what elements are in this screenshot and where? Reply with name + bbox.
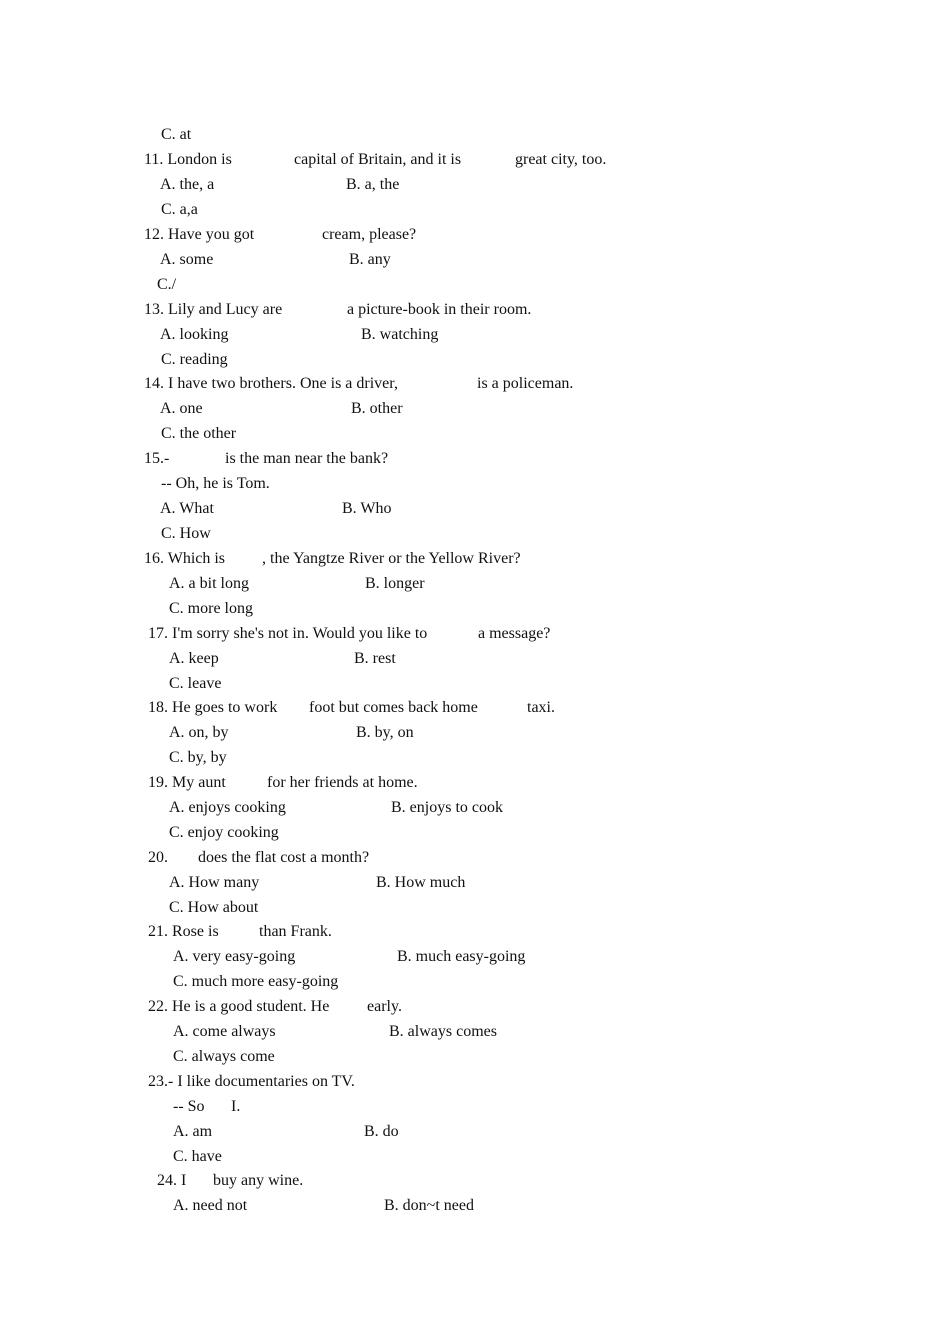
text-line: B. don~t need bbox=[384, 1197, 474, 1214]
text-line: A. looking bbox=[160, 326, 229, 343]
text-line: C. enjoy cooking bbox=[169, 824, 279, 841]
text-line: C. leave bbox=[169, 675, 222, 692]
text-line: 22. He is a good student. He bbox=[148, 998, 330, 1015]
text-line: A. need not bbox=[173, 1197, 248, 1214]
text-line: B. by, on bbox=[356, 724, 414, 741]
text-line: great city, too. bbox=[515, 151, 607, 168]
text-line: B. watching bbox=[361, 326, 439, 343]
text-line: taxi. bbox=[527, 699, 555, 716]
text-line: A. a bit long bbox=[169, 575, 249, 592]
text-line: B. much easy-going bbox=[397, 948, 526, 965]
text-line: 12. Have you got bbox=[144, 226, 255, 243]
text-line: foot but comes back home bbox=[309, 699, 478, 716]
text-line: 24. I bbox=[157, 1172, 187, 1189]
text-line: for her friends at home. bbox=[267, 774, 418, 791]
text-line: A. What bbox=[160, 500, 214, 517]
text-line: 23.- I like documentaries on TV. bbox=[148, 1073, 355, 1090]
text-line: 17. I'm sorry she's not in. Would you like to bbox=[148, 625, 428, 642]
text-line: is a policeman. bbox=[477, 375, 574, 392]
text-line: A. How many bbox=[169, 874, 260, 891]
text-line: A. some bbox=[160, 251, 214, 268]
text-line: B. other bbox=[351, 400, 403, 417]
text-line: B. How much bbox=[376, 874, 466, 891]
text-line: 13. Lily and Lucy are bbox=[144, 301, 283, 318]
text-line: C. the other bbox=[161, 425, 237, 442]
text-line: is the man near the bank? bbox=[225, 450, 389, 467]
text-line: , the Yangtze River or the Yellow River? bbox=[262, 550, 521, 567]
text-line: 14. I have two brothers. One is a driver, bbox=[144, 375, 398, 392]
text-line: a picture-book in their room. bbox=[347, 301, 532, 318]
text-line: cream, please? bbox=[322, 226, 417, 243]
text-line: than Frank. bbox=[259, 923, 332, 940]
text-line: B. a, the bbox=[346, 176, 400, 193]
text-line: C. a,a bbox=[161, 201, 198, 218]
text-line: capital of Britain, and it is bbox=[294, 151, 462, 168]
text-line: I. bbox=[231, 1098, 241, 1115]
text-line: A. enjoys cooking bbox=[169, 799, 286, 816]
text-line: B. do bbox=[364, 1123, 399, 1140]
text-line: A. very easy-going bbox=[173, 948, 296, 965]
text-line: B. always comes bbox=[389, 1023, 497, 1040]
text-line: B. Who bbox=[342, 500, 392, 517]
text-line: A. one bbox=[160, 400, 203, 417]
text-line: C. much more easy-going bbox=[173, 973, 339, 990]
text-line: a message? bbox=[478, 625, 551, 642]
text-line: B. any bbox=[349, 251, 391, 268]
text-line: C. by, by bbox=[169, 749, 227, 766]
text-line: buy any wine. bbox=[213, 1172, 304, 1189]
text-line: C. How bbox=[161, 525, 211, 542]
text-line: 15.- bbox=[144, 450, 170, 467]
text-line: A. come always bbox=[173, 1023, 276, 1040]
text-line: 20. bbox=[148, 849, 168, 866]
text-line: early. bbox=[367, 998, 402, 1015]
text-line: C./ bbox=[157, 276, 177, 293]
text-line: C. have bbox=[173, 1148, 222, 1165]
text-line: A. on, by bbox=[169, 724, 229, 741]
text-line: 11. London is bbox=[144, 151, 232, 168]
text-line: C. at bbox=[161, 126, 192, 143]
text-line: C. always come bbox=[173, 1048, 275, 1065]
text-line: A. am bbox=[173, 1123, 213, 1140]
text-line: C. reading bbox=[161, 351, 228, 368]
text-line: 19. My aunt bbox=[148, 774, 226, 791]
text-line: B. enjoys to cook bbox=[391, 799, 503, 816]
text-line: 16. Which is bbox=[144, 550, 226, 567]
text-line: A. keep bbox=[169, 650, 219, 667]
text-line: A. the, a bbox=[160, 176, 215, 193]
text-line: -- So bbox=[173, 1098, 205, 1115]
text-line: -- Oh, he is Tom. bbox=[161, 475, 270, 492]
text-line: C. more long bbox=[169, 600, 253, 617]
text-line: B. longer bbox=[365, 575, 425, 592]
text-line: 18. He goes to work bbox=[148, 699, 278, 716]
text-line: 21. Rose is bbox=[148, 923, 219, 940]
text-line: does the flat cost a month? bbox=[198, 849, 370, 866]
text-line: B. rest bbox=[354, 650, 396, 667]
text-line: C. How about bbox=[169, 899, 259, 916]
